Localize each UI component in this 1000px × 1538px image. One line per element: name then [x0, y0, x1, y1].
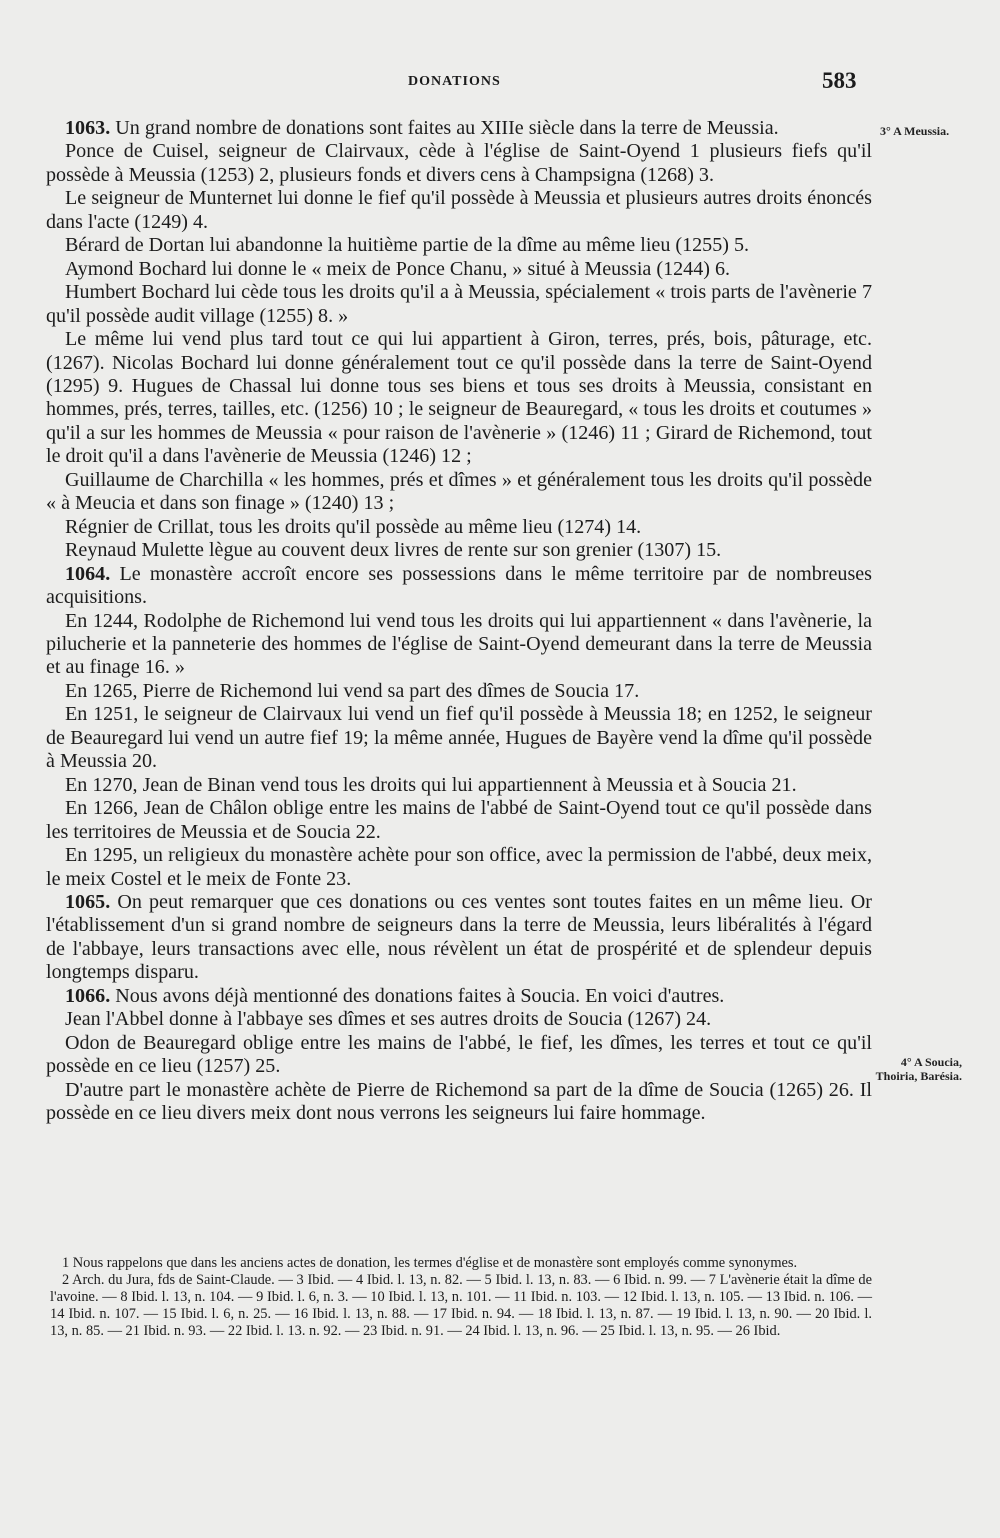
section-number: 1064. [65, 562, 111, 585]
paragraph-text: Régnier de Crillat, tous les droits qu'il possède au même lieu (1274) 14. [65, 515, 642, 538]
paragraph [46, 774, 872, 797]
body-text [46, 117, 872, 1125]
running-title: DONATIONS [408, 74, 501, 89]
paragraph [46, 797, 872, 844]
page-number: 583 [822, 68, 857, 93]
paragraph [46, 516, 872, 539]
paragraph-text: Humbert Bochard lui cède tous les droits qu'il a à Meussia, spécialement « trois parts de l'avènerie 7 qu'il possède audit village (1255) 8. » [46, 281, 872, 327]
paragraph-text: Bérard de Dortan lui abandonne la huitième partie de la dîme au même lieu (1255) 5. [65, 234, 750, 257]
paragraph [46, 469, 872, 516]
paragraph-text: Le monastère accroît encore ses possessions dans le même territoire par de nombreuses acquisitions. [46, 562, 872, 609]
paragraph-text: Ponce de Cuisel, seigneur de Clairvaux, cède à l'église de Saint-Oyend 1 plusieurs fiefs qu'il possède à Meussia (1253) 2, plusieurs fonds et divers cens à Champsigna (1268) 3. [46, 140, 872, 186]
paragraph-text: Nous avons déjà mentionné des donations faites à Soucia. En voici d'autres. [115, 984, 725, 1007]
paragraph-text: En 1295, un religieux du monastère achète pour son office, avec la permission de l'abbé, deux meix, le meix Costel et le meix de Fonte 23. [46, 844, 872, 890]
paragraph-text: Un grand nombre de donations sont faites au XIIIe siècle dans la terre de Meussia. [115, 117, 779, 139]
paragraph [46, 539, 872, 562]
paragraph [46, 1079, 872, 1126]
paragraph [46, 1032, 872, 1079]
paragraph [46, 281, 872, 328]
paragraph [46, 610, 872, 680]
paragraph-text: En 1266, Jean de Châlon oblige entre les mains de l'abbé de Saint-Oyend tout ce qu'il possède dans les territoires de Meussia et de Soucia 22. [46, 797, 872, 843]
paragraph-text: D'autre part le monastère achète de Pierre de Richemond sa part de la dîme de Soucia (1265) 26. Il possède en ce lieu divers meix dont nous verrons les seigneurs lui faire hommage. [46, 1078, 872, 1125]
paragraph-text: Jean l'Abbel donne à l'abbaye ses dîmes et ses autres droits de Soucia (1267) 24. [65, 1008, 712, 1031]
page-header [0, 66, 1000, 96]
footnotes [50, 1255, 872, 1340]
footnote: 1 Nous rappelons que dans les anciens actes de donation, les termes d'église et de monastère sont employés comme synonymes. [62, 1255, 798, 1271]
paragraph [46, 844, 872, 891]
paragraph-text: En 1270, Jean de Binan vend tous les droits qui lui appartiennent à Meussia et à Soucia 21. [65, 773, 797, 796]
paragraph-text: En 1251, le seigneur de Clairvaux lui vend un fief qu'il possède à Meussia 18; en 1252, le seigneur de Beauregard lui vend un autre fief 19; la même année, Hugues de Bayère vend la dîme qu'il possède à Meussia 20. [46, 703, 872, 773]
margin-note: 3° A Meussia. [880, 124, 950, 138]
section-number: 1063. [65, 117, 111, 139]
paragraph [46, 703, 872, 773]
paragraph [46, 234, 872, 257]
paragraph-text: En 1244, Rodolphe de Richemond lui vend tous les droits qui lui appartiennent « dans l'avènerie, la pilucherie et la panneterie des hommes de l'église de Saint-Oyend demeurant dans la terre de Meussia et au finage 16. » [46, 609, 872, 679]
section-number: 1066. [65, 984, 111, 1007]
paragraph [46, 891, 872, 985]
paragraph [46, 117, 872, 140]
paragraph [46, 187, 872, 234]
paragraph-text: Le même lui vend plus tard tout ce qui lui appartient à Giron, terres, prés, bois, pâturage, etc. (1267). Nicolas Bochard lui donne généralement tout ce qu'il possède dans la terre de Saint-Oyend (1295) 9. Hugues de Chassal lui donne tous ses biens et tous ses droits à Meussia, consistant en hommes, prés, terres, tailles, etc. (1256) 10 ; le seigneur de Beauregard, « tous les droits et coutumes » qu'il a sur les hommes de Meussia « pour raison de l'avènerie » (1246) 11 ; Girard de Richemond, tout le droit qu'il a dans l'avènerie de Meussia (1246) 12 ; [46, 328, 872, 468]
paragraph-text: Reynaud Mulette lègue au couvent deux livres de rente sur son grenier (1307) 15. [65, 539, 722, 562]
paragraph [46, 563, 872, 610]
section-number: 1065. [65, 890, 111, 913]
paragraph [46, 140, 872, 187]
paragraph [46, 985, 872, 1008]
paragraph-text: Guillaume de Charchilla « les hommes, prés et dîmes » et généralement tous les droits qu'il possède « à Meucia et dans son finage » (1240) 13 ; [46, 468, 872, 515]
paragraph [46, 1008, 872, 1031]
paragraph-text: En 1265, Pierre de Richemond lui vend sa part des dîmes de Soucia 17. [65, 679, 640, 702]
paragraph [46, 680, 872, 703]
paragraph [46, 328, 872, 469]
paragraph-text: On peut remarquer que ces donations ou ces ventes sont toutes faites en un même lieu. Or l'établissement d'un si grand nombre de seigneurs dans la terre de Meussia, leurs libéralités à l'égard de l'abbaye, leurs transactions avec elle, nous révèlent un état de prospérité et de splendeur depuis longtemps disparu. [46, 890, 872, 984]
paragraph [46, 258, 872, 281]
paragraph-text: Odon de Beauregard oblige entre les mains de l'abbé, le fief, les dîmes, les terres et tout ce qu'il possède en ce lieu (1257) 25. [46, 1031, 872, 1078]
margin-note: 4° A Soucia, Thoiria, Barésia. [875, 1055, 962, 1083]
paragraph-text: Aymond Bochard lui donne le « meix de Ponce Chanu, » situé à Meussia (1244) 6. [65, 257, 731, 280]
footnote: 2 Arch. du Jura, fds de Saint-Claude. — 3 Ibid. — 4 Ibid. l. 13, n. 82. — 5 Ibid. l. 13, n. 83. — 6 Ibid. n. 99. — 7 L'avènerie était la dîme de l'avoine. — 8 Ibid. l. 13, n. 104. — 9 Ibid. l. 6, n. 3. — 10 Ibid. l. 13, n. 101. — 11 Ibid. n. 103. — 12 Ibid. l. 13, n. 105. — 13 Ibid. n. 106. — 14 Ibid. n. 107. — 15 Ibid. l. 6, n. 25. — 16 Ibid. l. 13, n. 88. — 17 Ibid. n. 94. — 18 Ibid. l. 13, n. 87. — 19 Ibid. l. 13, n. 90. — 20 Ibid. l. 13, n. 85. — 21 Ibid. n. 93. — 22 Ibid. l. 13. n. 92. — 23 Ibid. n. 91. — 24 Ibid. l. 13, n. 96. — 25 Ibid. l. 13, n. 95. — 26 Ibid. [50, 1272, 872, 1340]
paragraph-text: Le seigneur de Munternet lui donne le fief qu'il possède à Meussia et plusieurs autres droits énoncés dans l'acte (1249) 4. [46, 187, 872, 233]
